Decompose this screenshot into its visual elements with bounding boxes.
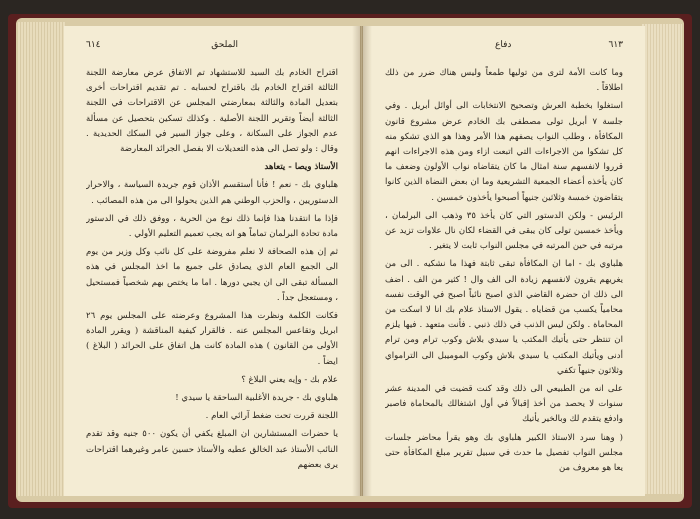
book-gutter	[352, 26, 372, 496]
left-page-header	[86, 40, 338, 54]
left-page-body	[86, 66, 338, 484]
paragraph: وما كانت الأمة لترى من توليها طمعاً وليس هناك ضرر من ذلك اطلاقاً .	[385, 68, 623, 94]
right-page-body	[385, 66, 623, 484]
left-page	[64, 26, 361, 496]
paragraph: علام بك - وإيه يعني البلاغ ؟	[241, 374, 338, 385]
right-page-number: ٦١٣	[608, 40, 623, 50]
paragraph: استغلوا بخطبة العرش وتصحيح الانتخابات الى أوائل أبريل . وفي جلسة ٧ أبريل تولى مصطفى بك الخادم عرض مشروع قانون المكافأة ، وطلب النواب يصفهم هذا الأمر وهذا هو الذي تشكو منه كل تشكوا من الاجراءات التي اتبعت ازاء ومن هذه الاجراءات انهم قرروا لانفسهم سنة امثال ما كان يتقاضاه نواب الأولون وضعف ما كان يأخذه أعضاء الجمعية التشريعية وما ان بعض النضاة الذين كانوا يتقاضون خمسة وثلاثين جنيهاً أصبحوا يأخذون خمسين .	[385, 101, 623, 203]
paragraph: فكانت الكلمة ونظرت هذا المشروع وعرضته على المجلس يوم ٢٦ ابريل وتقاعس المجلس عنه . فالقرار كيفية المناقشة ( ويقرر المادة الأولى من القانون ) هذه المادة كانت هل اتفاق على الحرائد ( البلاغ ) ايضاً .	[86, 311, 338, 367]
left-page-stack	[18, 22, 66, 496]
right-page-stack	[642, 24, 682, 494]
paragraph: الأستاذ ويصا - يتعاهد	[264, 162, 338, 173]
left-page-number: ٦١٤	[86, 40, 101, 50]
paragraph: على انه من الطبيعي الى ذلك وقد كنت قضيت في المدينة عشر سنوات لا يحصد من أخذ إقبالاً في أول اشتغالك بالمحاماة فاصبر وادفع يتقدم لك وبالخير يأتيك	[385, 384, 623, 425]
paragraph: ثم إن هذه الصحافة لا نعلم مفروضة على كل نائب وكل وزير من يوم الى الجمع العام الذي يصادق على جميع ما اخذ المجلس في هذه المسألة تبقى الى ان يجبي دورها . اما ما يختص بهم شخصياً فمستحيل ، ومستعجل جداً .	[86, 247, 338, 303]
left-running-title: الملحق	[211, 40, 238, 50]
paragraph: هلباوي بك - اما ان المكافأة تبقى ثابتة فهذا ما نشكيه . الى من يغريهم يقرون لانفسهم زيادة الى الف وال ! كثير من الف . اضف الى ذلك ان حضرة القاضي الذي اصبح نائباً اصبح في الوقت نفسه محامياً يكسب من قضاياه . يقول الاستاذ علام بك انا لا اسكت من المحاماة . ولكن ليس الذنب في ذلك ذنبي . فأنت متعهد . فيها يلزم ان تنتظر حتى يأتيك المكتب يا سيدي بلاش وكوب ترام ومن ترام أدنى ويأتيك المكتب يا سيدي بلاش وكوب الموميبل الى الترامواي وثلاثون جنيهاً تكفي	[385, 259, 623, 376]
right-page	[362, 26, 645, 496]
paragraph: الرئيس - ولكن الدستور التي كان يأخذ ٣٥ وذهب الى البرلمان ، ويأخذ خمسين تولى كان يبقى في القضاء لكان نال علاوات تزيد عن مرتبه في حين المرتبه في مجلس النواب ثابت لا يتغير .	[385, 210, 623, 252]
paragraph: هلباوي بك - جريدة الأغلبية الساحقة يا سيدي !	[175, 393, 338, 404]
paragraph: هلباوي بك - نعم ! فأنا أستقسم الأذان قوم جريدة السياسة ، والاحرار الدستوريين ، والحزب الوطني هم الذين يحولوا الى من هذه المصائب .	[86, 180, 338, 206]
paragraph: اقتراح الخادم بك السيد للاستشهاد تم الاتفاق عرض معارضة اللجنة الثالثة اقتراح الخادم بك باقتراح لحسابه . تم تقديم اقتراحات أخرى بتعديل المادة والثالثة بمعارضتي المجلس عن الاقتراحات في اللجنة الثالثة أيضاً وتقرير اللجنة الأصلية . وكذلك تسكين بتحصيل عن مسألة عدم الجواز على السكانة ، وعلى جواز السير في السكك الحديدية . وقال : ولو تصل الى هذه التعديلات الا بفصل الجرائد المعارضة	[86, 68, 338, 155]
paragraph: اللجنة قررت تحت ضغط آرائي العام .	[205, 411, 338, 422]
paragraph: ( وهنا سرد الاستاذ الكبير هلباوي بك وهو يقرأ محاضر جلسات مجلس النواب تفصيل ما حدث في سبيل تقرير مبلغ المكافأة حتى يعا هو معروف من	[385, 432, 623, 474]
right-page-header	[385, 40, 623, 54]
right-running-title: دفاع	[495, 40, 512, 50]
paragraph: يا حضرات المستشارين ان المبلغ يكفي أن يكون ٥٠٠ جنيه وقد تقدم النائب الأستاذ عبد الخالق عطيه والأستاذ حسين عامر وغيرهما اقتراحات يرى بعضهم	[86, 429, 338, 470]
paragraph: فإذا ما انتقدنا هذا فإنما ذلك نوع من الحرية ، ووفق ذلك في الدستور مادة تحادة البرلمان تماماً هو انه يجب تعميم التعليم الأولي .	[86, 213, 338, 240]
